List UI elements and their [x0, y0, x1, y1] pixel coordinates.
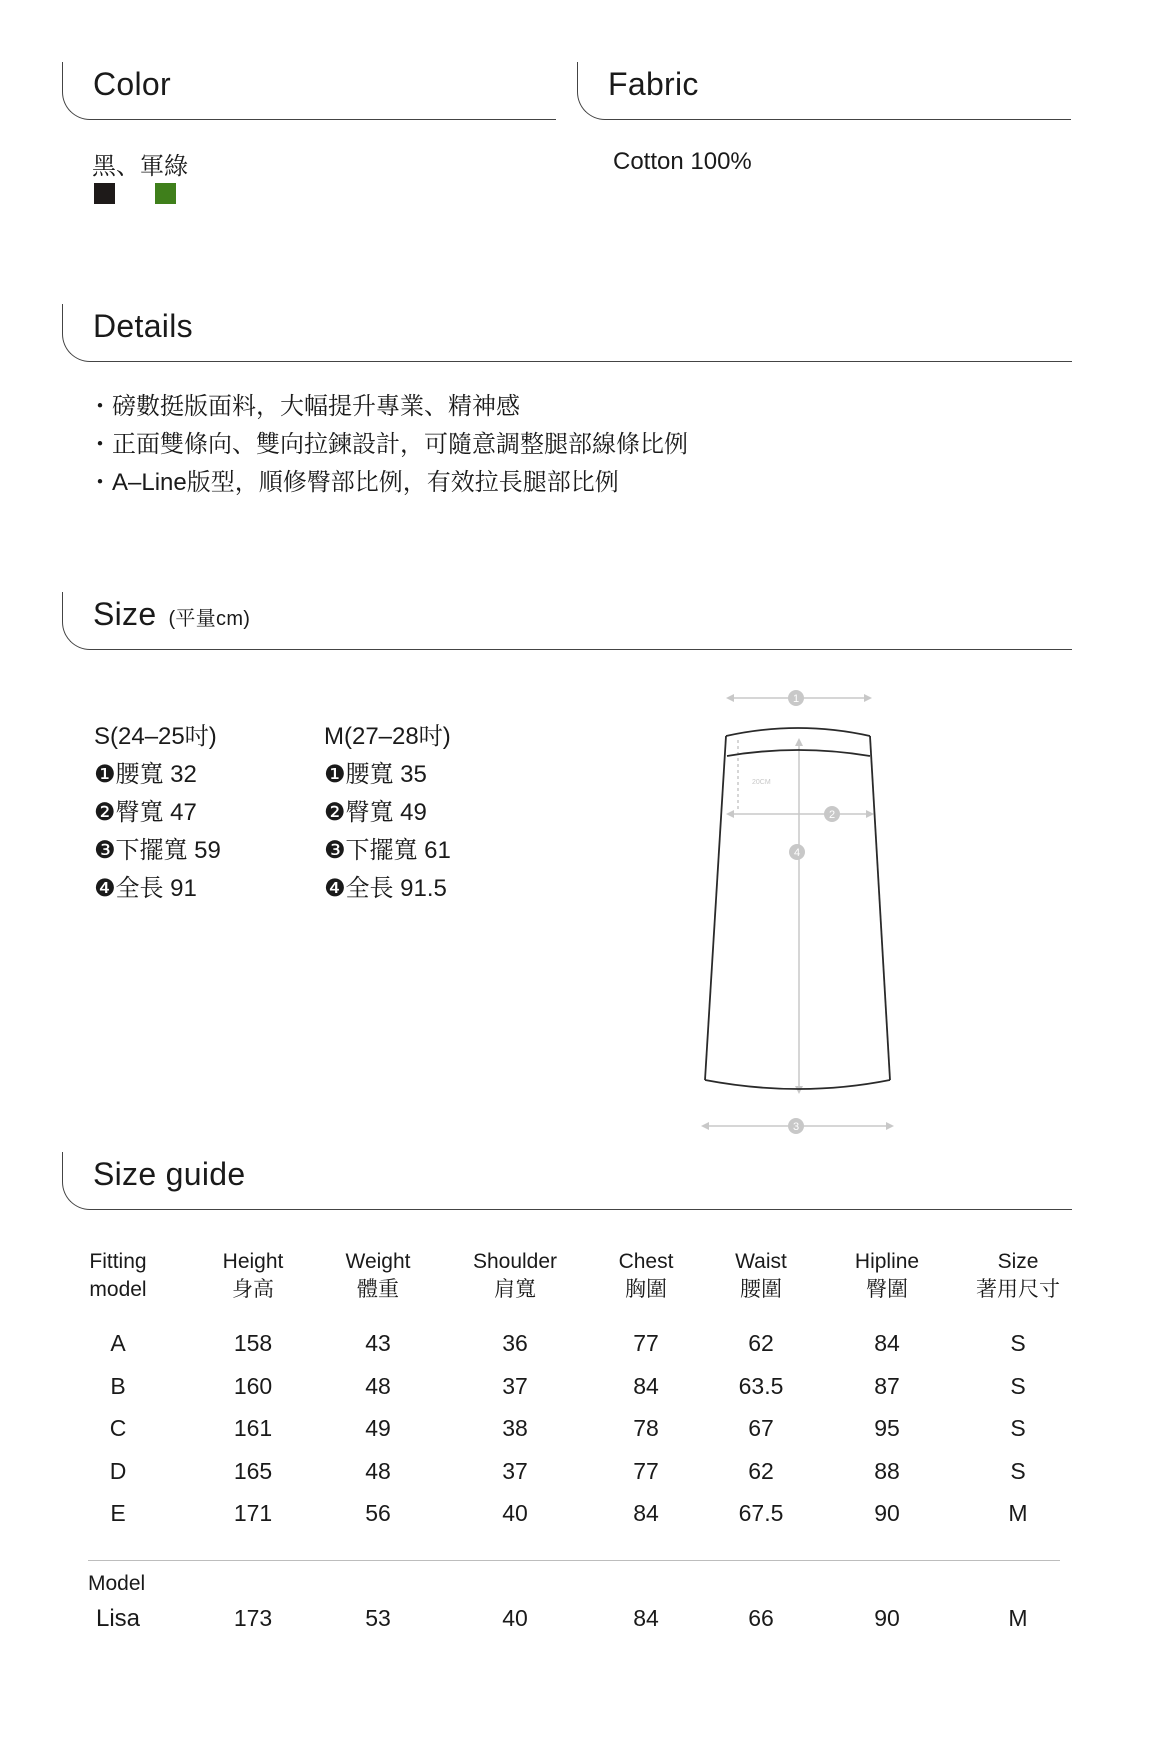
header-en: Waist — [735, 1250, 787, 1273]
header-en: Fitting — [89, 1250, 147, 1273]
table-cell: 161 — [233, 1415, 273, 1441]
size-m-length: ❹全長 91.5 — [324, 875, 447, 902]
header-en: Weight — [345, 1250, 411, 1273]
model-cell: M — [1008, 1605, 1028, 1631]
size-unit-note: (平量cm) — [168, 608, 251, 630]
table-cell: A — [110, 1330, 126, 1356]
model-name: Lisa — [95, 1605, 141, 1632]
table-cell: D — [109, 1457, 127, 1484]
table-cell: 84 — [633, 1500, 659, 1526]
size-s-label: S(24–25吋) — [94, 723, 217, 750]
table-cell: 87 — [874, 1372, 900, 1399]
table-cell: 78 — [633, 1415, 659, 1441]
skirt-left-edge — [705, 736, 726, 1080]
color-title: Color — [93, 66, 171, 102]
table-cell: 48 — [365, 1457, 391, 1484]
color-names: 黑、軍綠 — [92, 153, 188, 180]
skirt-right-edge — [870, 736, 890, 1080]
header-zh: 著用尺寸 — [976, 1278, 1060, 1301]
model-cell: 173 — [233, 1605, 273, 1631]
table-cell: 165 — [233, 1457, 273, 1484]
size-guide-section-header — [62, 1152, 1072, 1210]
header-zh: 肩寬 — [494, 1278, 536, 1301]
table-cell: C — [109, 1415, 127, 1441]
table-divider — [88, 1560, 1060, 1561]
details-item: ・A–Line版型，順修臀部比例，有效拉長腿部比例 — [88, 469, 619, 496]
header-height — [223, 1248, 284, 1304]
table-cell: 67 — [748, 1415, 774, 1441]
table-cell: 67.5 — [738, 1500, 784, 1526]
fabric-value: Cotton 100% — [613, 148, 752, 175]
table-cell: B — [110, 1372, 126, 1399]
table-cell: 84 — [874, 1330, 900, 1356]
header-hipline — [855, 1248, 919, 1304]
table-cell: 171 — [233, 1500, 273, 1526]
table-cell: S — [1010, 1330, 1026, 1356]
header-en: Height — [222, 1250, 284, 1273]
marker-1-label: 1 — [792, 693, 800, 705]
model-cell: 40 — [502, 1605, 528, 1631]
table-cell: S — [1010, 1457, 1026, 1484]
model-cell: 66 — [748, 1605, 774, 1631]
table-cell: S — [1010, 1415, 1026, 1441]
table-cell: E — [110, 1500, 126, 1526]
header-weight — [346, 1248, 411, 1304]
details-item: ・磅數挺版面料，大幅提升專業、精神感 — [88, 393, 520, 420]
waistband-top — [726, 728, 870, 736]
table-cell: 40 — [502, 1500, 528, 1526]
size-guide-title: Size guide — [93, 1156, 246, 1192]
header-zh: 體重 — [356, 1278, 399, 1301]
table-cell: 36 — [502, 1330, 528, 1356]
table-cell: 37 — [502, 1457, 528, 1484]
table-cell: 63.5 — [738, 1372, 784, 1399]
table-cell: S — [1010, 1372, 1026, 1399]
header-size — [976, 1248, 1060, 1304]
table-cell: 95 — [874, 1415, 900, 1441]
table-cell: 158 — [233, 1330, 273, 1356]
header-fitting-model — [89, 1248, 146, 1304]
size-m-hip: ❷臀寬 49 — [324, 799, 427, 826]
table-cell: 84 — [633, 1372, 659, 1399]
marker-2-label: 2 — [828, 809, 836, 821]
table-cell: 77 — [633, 1457, 659, 1484]
table-cell: 62 — [748, 1330, 774, 1356]
header-zh: 身高 — [231, 1278, 274, 1301]
header-zh: model — [89, 1278, 147, 1301]
marker-4-label: 4 — [793, 847, 801, 859]
size-s-hip: ❷臀寬 47 — [94, 799, 197, 826]
table-cell: 88 — [874, 1457, 900, 1484]
size-s-waist: ❶腰寬 32 — [94, 761, 197, 788]
table-cell: 56 — [365, 1500, 391, 1526]
table-cell: 62 — [748, 1457, 774, 1484]
header-zh: 臀圍 — [865, 1278, 908, 1301]
details-item: ・正面雙條向、雙向拉鍊設計，可隨意調整腿部線條比例 — [88, 431, 688, 458]
size-m-waist: ❶腰寬 35 — [324, 761, 427, 788]
model-cell: 53 — [365, 1605, 391, 1631]
size-s-length: ❹全長 91 — [94, 875, 197, 902]
header-en: Chest — [618, 1250, 674, 1273]
header-zh: 胸圍 — [624, 1278, 667, 1301]
header-en: Shoulder — [472, 1250, 558, 1273]
table-cell: 48 — [365, 1372, 391, 1399]
table-cell: 77 — [633, 1330, 659, 1356]
fabric-title: Fabric — [608, 66, 699, 102]
size-m-hem: ❸下擺寬 61 — [324, 837, 451, 864]
model-cell: 90 — [874, 1605, 900, 1631]
header-en: Size — [997, 1250, 1039, 1273]
table-cell: 160 — [233, 1372, 273, 1399]
size-title-text: Size — [93, 596, 157, 632]
header-zh: 腰圍 — [739, 1278, 782, 1301]
marker-3-label: 3 — [792, 1121, 800, 1133]
header-shoulder — [473, 1248, 557, 1304]
diagram-annotation: 20CM — [752, 779, 771, 786]
model-label: Model — [88, 1572, 146, 1595]
table-cell: 49 — [365, 1415, 391, 1441]
size-m-label: M(27–28吋) — [324, 723, 451, 750]
table-cell: 43 — [365, 1330, 391, 1356]
size-s-hem: ❸下擺寬 59 — [94, 837, 221, 864]
header-chest — [619, 1248, 674, 1304]
table-cell: M — [1008, 1500, 1028, 1526]
table-cell: 37 — [502, 1372, 528, 1399]
header-waist — [735, 1248, 787, 1304]
table-cell: 90 — [874, 1500, 900, 1526]
details-title: Details — [93, 308, 193, 344]
model-cell: 84 — [633, 1605, 659, 1631]
header-en: Hipline — [854, 1250, 920, 1273]
table-cell: 38 — [502, 1415, 528, 1441]
